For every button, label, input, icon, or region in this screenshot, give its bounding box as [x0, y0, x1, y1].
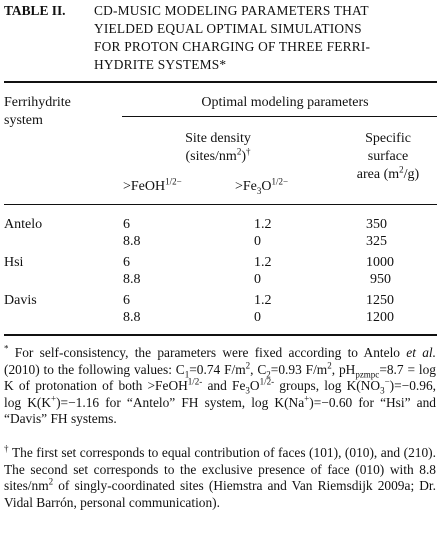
header-feoh: >FeOH$^{1/2-}$: [123, 176, 182, 194]
header-ferrihydrite-system: Ferrihydrite system: [4, 95, 71, 128]
row-fe3o: 0: [254, 310, 261, 325]
row-fe3o: 0: [254, 272, 261, 287]
row-ssa: 1000: [366, 255, 394, 270]
header-fe3o: $>Fe_3O^{1/2-}$: [235, 176, 289, 196]
table-number: TABLE II.: [4, 3, 66, 18]
table-title: CD-MUSIC MODELING PARAMETERS THAT YIELDED EQUAL OPTIMAL SIMULATIONS FOR PROTON CHARGING OF THREE FERRI- HYDRITE SYSTEMS*: [94, 3, 371, 72]
top-rule: [4, 81, 437, 83]
row-fe3o: 1.2: [254, 293, 272, 308]
row-system: Hsi: [4, 255, 24, 270]
row-system: Antelo: [4, 217, 43, 232]
row-ssa: 350: [366, 217, 387, 232]
footnote-star: * For self-consistency, the parameters were fixed according to Antelo et al. (2010) to the following values: $C_1=0.74$ $F/m^2$, $C_2=0.93$ $F/m^2$, $pH_{pzmpc}=8.7 = \log K$ of protonation of both >FeOH$^{1/2-}$ and $Fe_3O^{1/2-}$ groups, $\log K(NO_3^-)=-0.96$, log K(K+)=−1.16 for “Antelo” FH system, log K(Na+)=−0.60 for “Hsi” and “Davis” FH systems.: [4, 343, 436, 427]
header-rule: [4, 204, 437, 205]
row-fe3o: 1.2: [254, 255, 272, 270]
row-fe3o: 0: [254, 234, 261, 249]
row-ssa: 1250: [366, 293, 394, 308]
row-feoh: 8.8: [123, 310, 141, 325]
row-fe3o: 1.2: [254, 217, 272, 232]
row-ssa: 325: [366, 234, 387, 249]
bottom-rule: [4, 334, 437, 336]
row-feoh: 6: [123, 217, 130, 232]
row-ssa: 1200: [366, 310, 394, 325]
row-ssa: 950: [370, 272, 391, 287]
group-rule: [122, 116, 437, 117]
row-feoh: 8.8: [123, 234, 141, 249]
row-feoh: 6: [123, 255, 130, 270]
footnote-dagger: † The first set corresponds to equal contribution of faces (101), (010), and (210). The second set corresponds to the exclusive presence of face (010) with 8.8 sites/$nm^2$ of singly-coordinated sites (Hiemstra and Van Riemsdijk 2009a; Dr. Vidal Barrón, personal communication).: [4, 443, 436, 510]
row-feoh: 8.8: [123, 272, 141, 287]
row-system: Davis: [4, 293, 37, 308]
header-optimal-parameters: Optimal modeling parameters: [201, 95, 369, 110]
row-feoh: 6: [123, 293, 130, 308]
header-site-density: Site density $(sites/nm^2)^\dagger$: [185, 131, 251, 164]
header-specific-surface-area: Specific surface area $(m^2/g)$: [356, 131, 420, 182]
